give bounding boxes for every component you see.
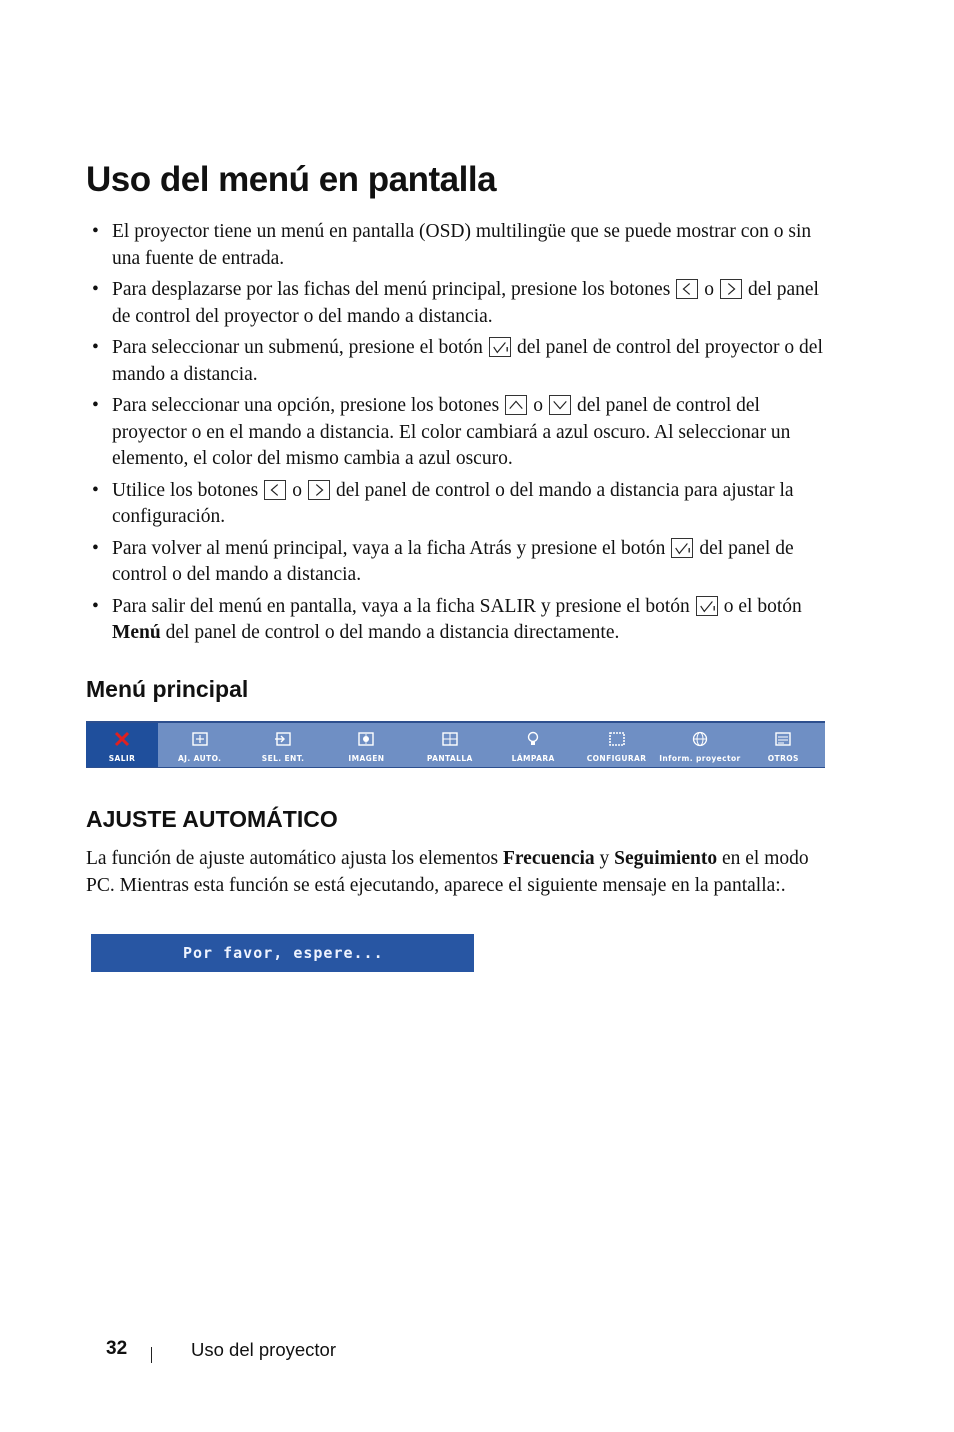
left-arrow-button-icon [676, 279, 698, 299]
checkmark-button-icon [671, 538, 693, 558]
down-arrow-button-icon [549, 395, 571, 415]
please-wait-message: Por favor, espere... [91, 934, 474, 972]
right-arrow-button-icon [308, 480, 330, 500]
tab-otros[interactable]: OTROS [742, 723, 825, 767]
checkmark-button-icon [489, 337, 511, 357]
picture-icon [357, 731, 375, 747]
tab-lampara[interactable]: LÁMPARA [492, 723, 575, 767]
instructions-list [86, 219, 826, 652]
list-item: • El proyector tiene un menú en pantalla (OSD) multilingüe que se puede mostrar con o sin una fuente de entrada. [86, 219, 826, 272]
section-heading-auto-adjust: AJUSTE AUTOMÁTICO [86, 806, 338, 832]
list-item: • Utilice los botones o del panel de control o del mando a distancia para ajustar la configuración. [86, 478, 826, 531]
info-globe-icon [691, 731, 709, 747]
auto-adjust-description: La función de ajuste automático ajusta los elementos Frecuencia y Seguimiento en el modo PC. Mientras esta función se está ejecutando, aparece el siguiente mensaje en la pantalla:. [86, 848, 809, 896]
list-item: • Para volver al menú principal, vaya a la ficha Atrás y presione el botón del panel de control o del mando a distancia. [86, 536, 826, 589]
list-item: • Para desplazarse por las fichas del menú principal, presione los botones o del panel de control del proyector o del mando a distancia. [86, 277, 826, 330]
list-item: • Para seleccionar un submenú, presione el botón del panel de control del proyector o del mando a distancia. [86, 335, 826, 388]
others-icon [774, 731, 792, 747]
tab-sel-ent[interactable]: SEL. ENT. [241, 723, 324, 767]
footer-divider [151, 1347, 152, 1363]
right-arrow-button-icon [720, 279, 742, 299]
left-arrow-button-icon [264, 480, 286, 500]
tab-inform-proyector[interactable]: Inform. proyector [658, 723, 741, 767]
page-title: Uso del menú en pantalla [86, 160, 497, 199]
exit-x-icon [113, 731, 131, 747]
auto-adjust-icon [191, 731, 209, 747]
osd-main-menu-bar [86, 721, 825, 768]
checkmark-button-icon [696, 596, 718, 616]
tab-aj-auto[interactable]: AJ. AUTO. [158, 723, 241, 767]
input-select-icon [274, 731, 292, 747]
up-arrow-button-icon [505, 395, 527, 415]
section-heading-main-menu: Menú principal [86, 676, 249, 702]
display-icon [441, 731, 459, 747]
lamp-icon [524, 731, 542, 747]
tab-imagen[interactable]: IMAGEN [325, 723, 408, 767]
tab-configurar[interactable]: CONFIGURAR [575, 723, 658, 767]
list-item: • Para seleccionar una opción, presione los botones o del panel de control del proyector o en el mando a distancia. El color cambiará a azul oscuro. Al seleccionar un elemento, el color del mismo cambia a azul oscuro. [86, 393, 826, 473]
page-number: 32 [106, 1338, 128, 1359]
footer-chapter: Uso del proyector [191, 1339, 336, 1360]
tab-pantalla[interactable]: PANTALLA [408, 723, 491, 767]
setup-icon [608, 731, 626, 747]
tab-salir[interactable]: SALIR [86, 723, 158, 767]
list-item: • Para salir del menú en pantalla, vaya a la ficha SALIR y presione el botón o el botón Menú del panel de control o del mando a distancia directamente. [86, 594, 826, 647]
